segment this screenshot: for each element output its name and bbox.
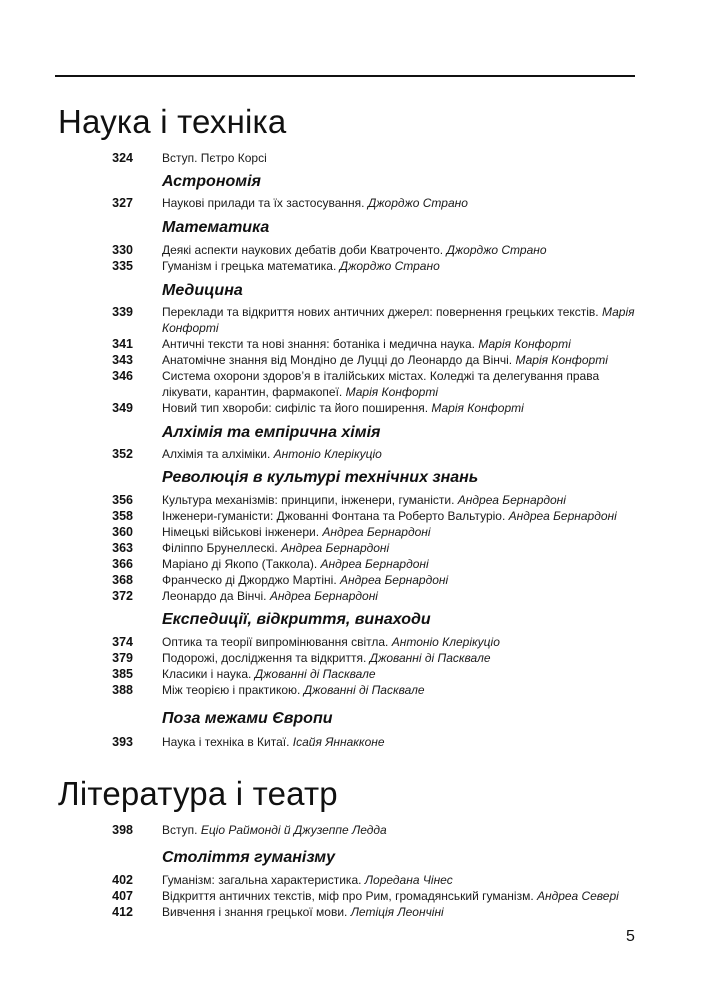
entry-author: Марія Конфорті	[345, 385, 439, 399]
page-ref: 352	[112, 447, 133, 461]
entry-title: Анатомічне знання від Мондіно де Луцці до Леонардо да Вінчі. Марія Конфорті	[162, 353, 608, 367]
entry-author: Антоніо Клерікуціо	[273, 447, 382, 461]
subheading: Поза межами Європи	[162, 710, 333, 727]
page-ref: 374	[112, 635, 133, 649]
entry-title: Леонардо да Вінчі. Андреа Бернардоні	[162, 589, 378, 603]
subheading: Медицина	[162, 282, 243, 299]
subheading: Століття гуманізму	[162, 849, 336, 866]
entry-title: Алхімія та алхіміки. Антоніо Клерікуціо	[162, 447, 382, 461]
page-ref: 358	[112, 509, 133, 523]
entry-author: Летіція Леончіні	[350, 905, 444, 919]
entry-author: Джорджо Страно	[339, 259, 440, 273]
entry-title: Інженери-гуманісти: Джованні Фонтана та Роберто Вальтуріо. Андреа Бернардоні	[162, 509, 617, 523]
page-ref: 398	[112, 823, 133, 837]
entry-author: Андреа Бернардоні	[320, 557, 429, 571]
entry-title: Вступ. Еціо Раймонді й Джузеппе Ледда	[162, 823, 387, 837]
entry-author: Марія Конфорті	[431, 401, 524, 415]
entry-author: Андреа Севері	[537, 889, 619, 903]
page-ref: 339	[112, 305, 133, 319]
page-ref: 363	[112, 541, 133, 555]
subheading: Експедиції, відкриття, винаходи	[162, 611, 431, 628]
entry-title: Класики і наука. Джованні ді Пасквале	[162, 667, 376, 681]
entry-title: Гуманізм і грецька математика. Джорджо Страно	[162, 259, 440, 273]
entry-author: Марія Конфорті	[515, 353, 608, 367]
entry-author: Андреа Бернардоні	[322, 525, 431, 539]
entry-author: Андреа Бернардоні	[269, 589, 378, 603]
entry-title: Наука і техніка в Китаї. Ісайя Яннакконе	[162, 735, 385, 749]
subheading: Алхімія та емпірична хімія	[162, 424, 381, 441]
page-ref: 349	[112, 401, 133, 415]
entry-author: Андреа Бернардоні	[340, 573, 449, 587]
entry-title: Наукові прилади та їх застосування. Джорджо Страно	[162, 196, 468, 210]
page-ref: 346	[112, 369, 133, 383]
page-ref: 335	[112, 259, 133, 273]
entry-title: Вивчення і знання грецької мови. Летіція Леончіні	[162, 905, 444, 919]
entry-title: Філіппо Брунеллескі. Андреа Бернардоні	[162, 541, 390, 555]
entry-title: Німецькі військові інженери. Андреа Бернардоні	[162, 525, 431, 539]
entry-author: Джорджо Страно	[367, 196, 468, 210]
section-title-literature: Література і театр	[58, 775, 338, 812]
entry-author: Лоредана Чінес	[364, 873, 453, 887]
page-ref: 327	[112, 196, 133, 210]
entry-title: Деякі аспекти наукових дебатів доби Кватроченто. Джорджо Страно	[162, 243, 547, 257]
entry-author: Андреа Бернардоні	[457, 493, 566, 507]
entry-title: Маріано ді Якопо (Таккола). Андреа Бернардоні	[162, 557, 429, 571]
page-number: 5	[626, 928, 635, 945]
entry-author: Андреа Бернардоні	[508, 509, 617, 523]
page-ref: 356	[112, 493, 133, 507]
entry-title: Вступ. Пєтро Корсі	[162, 151, 267, 165]
page-ref: 366	[112, 557, 133, 571]
subheading: Революція в культурі технічних знань	[162, 469, 479, 486]
entry-title: Культура механізмів: принципи, інженери, гуманісти. Андреа Бернардоні	[162, 493, 566, 507]
entry-title: Відкриття античних текстів, міф про Рим, громадянський гуманізм. Андреа Севері	[162, 889, 619, 903]
page-ref: 330	[112, 243, 133, 257]
entry-author: Марія Конфорті	[162, 305, 635, 335]
subheading: Астрономія	[162, 173, 261, 190]
entry-title: Система охорони здоров’я в італійських містах. Коледжі та делегування права лікувати, карантин, фармакопеї. Марія Конфорті	[162, 369, 600, 399]
entry-author: Андреа Бернардоні	[281, 541, 390, 555]
entry-title: Античні тексти та нові знання: ботаніка і медична наука. Марія Конфорті	[162, 337, 571, 351]
page-ref: 402	[112, 873, 133, 887]
section-title-science: Наука і техніка	[58, 103, 287, 140]
page-ref: 379	[112, 651, 133, 665]
page-ref: 372	[112, 589, 133, 603]
top-rule	[55, 75, 635, 77]
entry-author: Марія Конфорті	[478, 337, 571, 351]
entry-author: Антоніо Клерікуціо	[391, 635, 500, 649]
entry-author: Ісайя Яннакконе	[292, 735, 385, 749]
entry-title: Франческо ді Джорджо Мартіні. Андреа Бернардоні	[162, 573, 449, 587]
entry-title: Подорожі, дослідження та відкриття. Джованні ді Пасквале	[162, 651, 491, 665]
page-ref: 341	[112, 337, 133, 351]
entry-title: Гуманізм: загальна характеристика. Лоредана Чінес	[162, 873, 453, 887]
entry-author: Джорджо Страно	[446, 243, 547, 257]
entry-author: Джованні ді Пасквале	[254, 667, 376, 681]
page-ref: 412	[112, 905, 133, 919]
entry-title: Між теорією і практикою. Джованні ді Пасквале	[162, 683, 425, 697]
page-ref: 368	[112, 573, 133, 587]
page-ref: 393	[112, 735, 133, 749]
page-ref: 385	[112, 667, 133, 681]
entry-author: Джованні ді Пасквале	[369, 651, 491, 665]
entry-title: Переклади та відкриття нових античних джерел: повернення грецьких текстів. Марія Конфорті	[162, 305, 635, 335]
page-ref: 407	[112, 889, 133, 903]
page-ref: 324	[112, 151, 133, 165]
page-ref: 360	[112, 525, 133, 539]
entry-title: Оптика та теорії випромінювання світла. Антоніо Клерікуціо	[162, 635, 500, 649]
entry-author: Джованні ді Пасквале	[303, 683, 425, 697]
subheading: Математика	[162, 219, 270, 236]
entry-title: Новий тип хвороби: сифіліс та його поширення. Марія Конфорті	[162, 401, 524, 415]
page-ref: 388	[112, 683, 133, 697]
entry-author: Еціо Раймонді й Джузеппе Ледда	[200, 823, 387, 837]
page-ref: 343	[112, 353, 133, 367]
